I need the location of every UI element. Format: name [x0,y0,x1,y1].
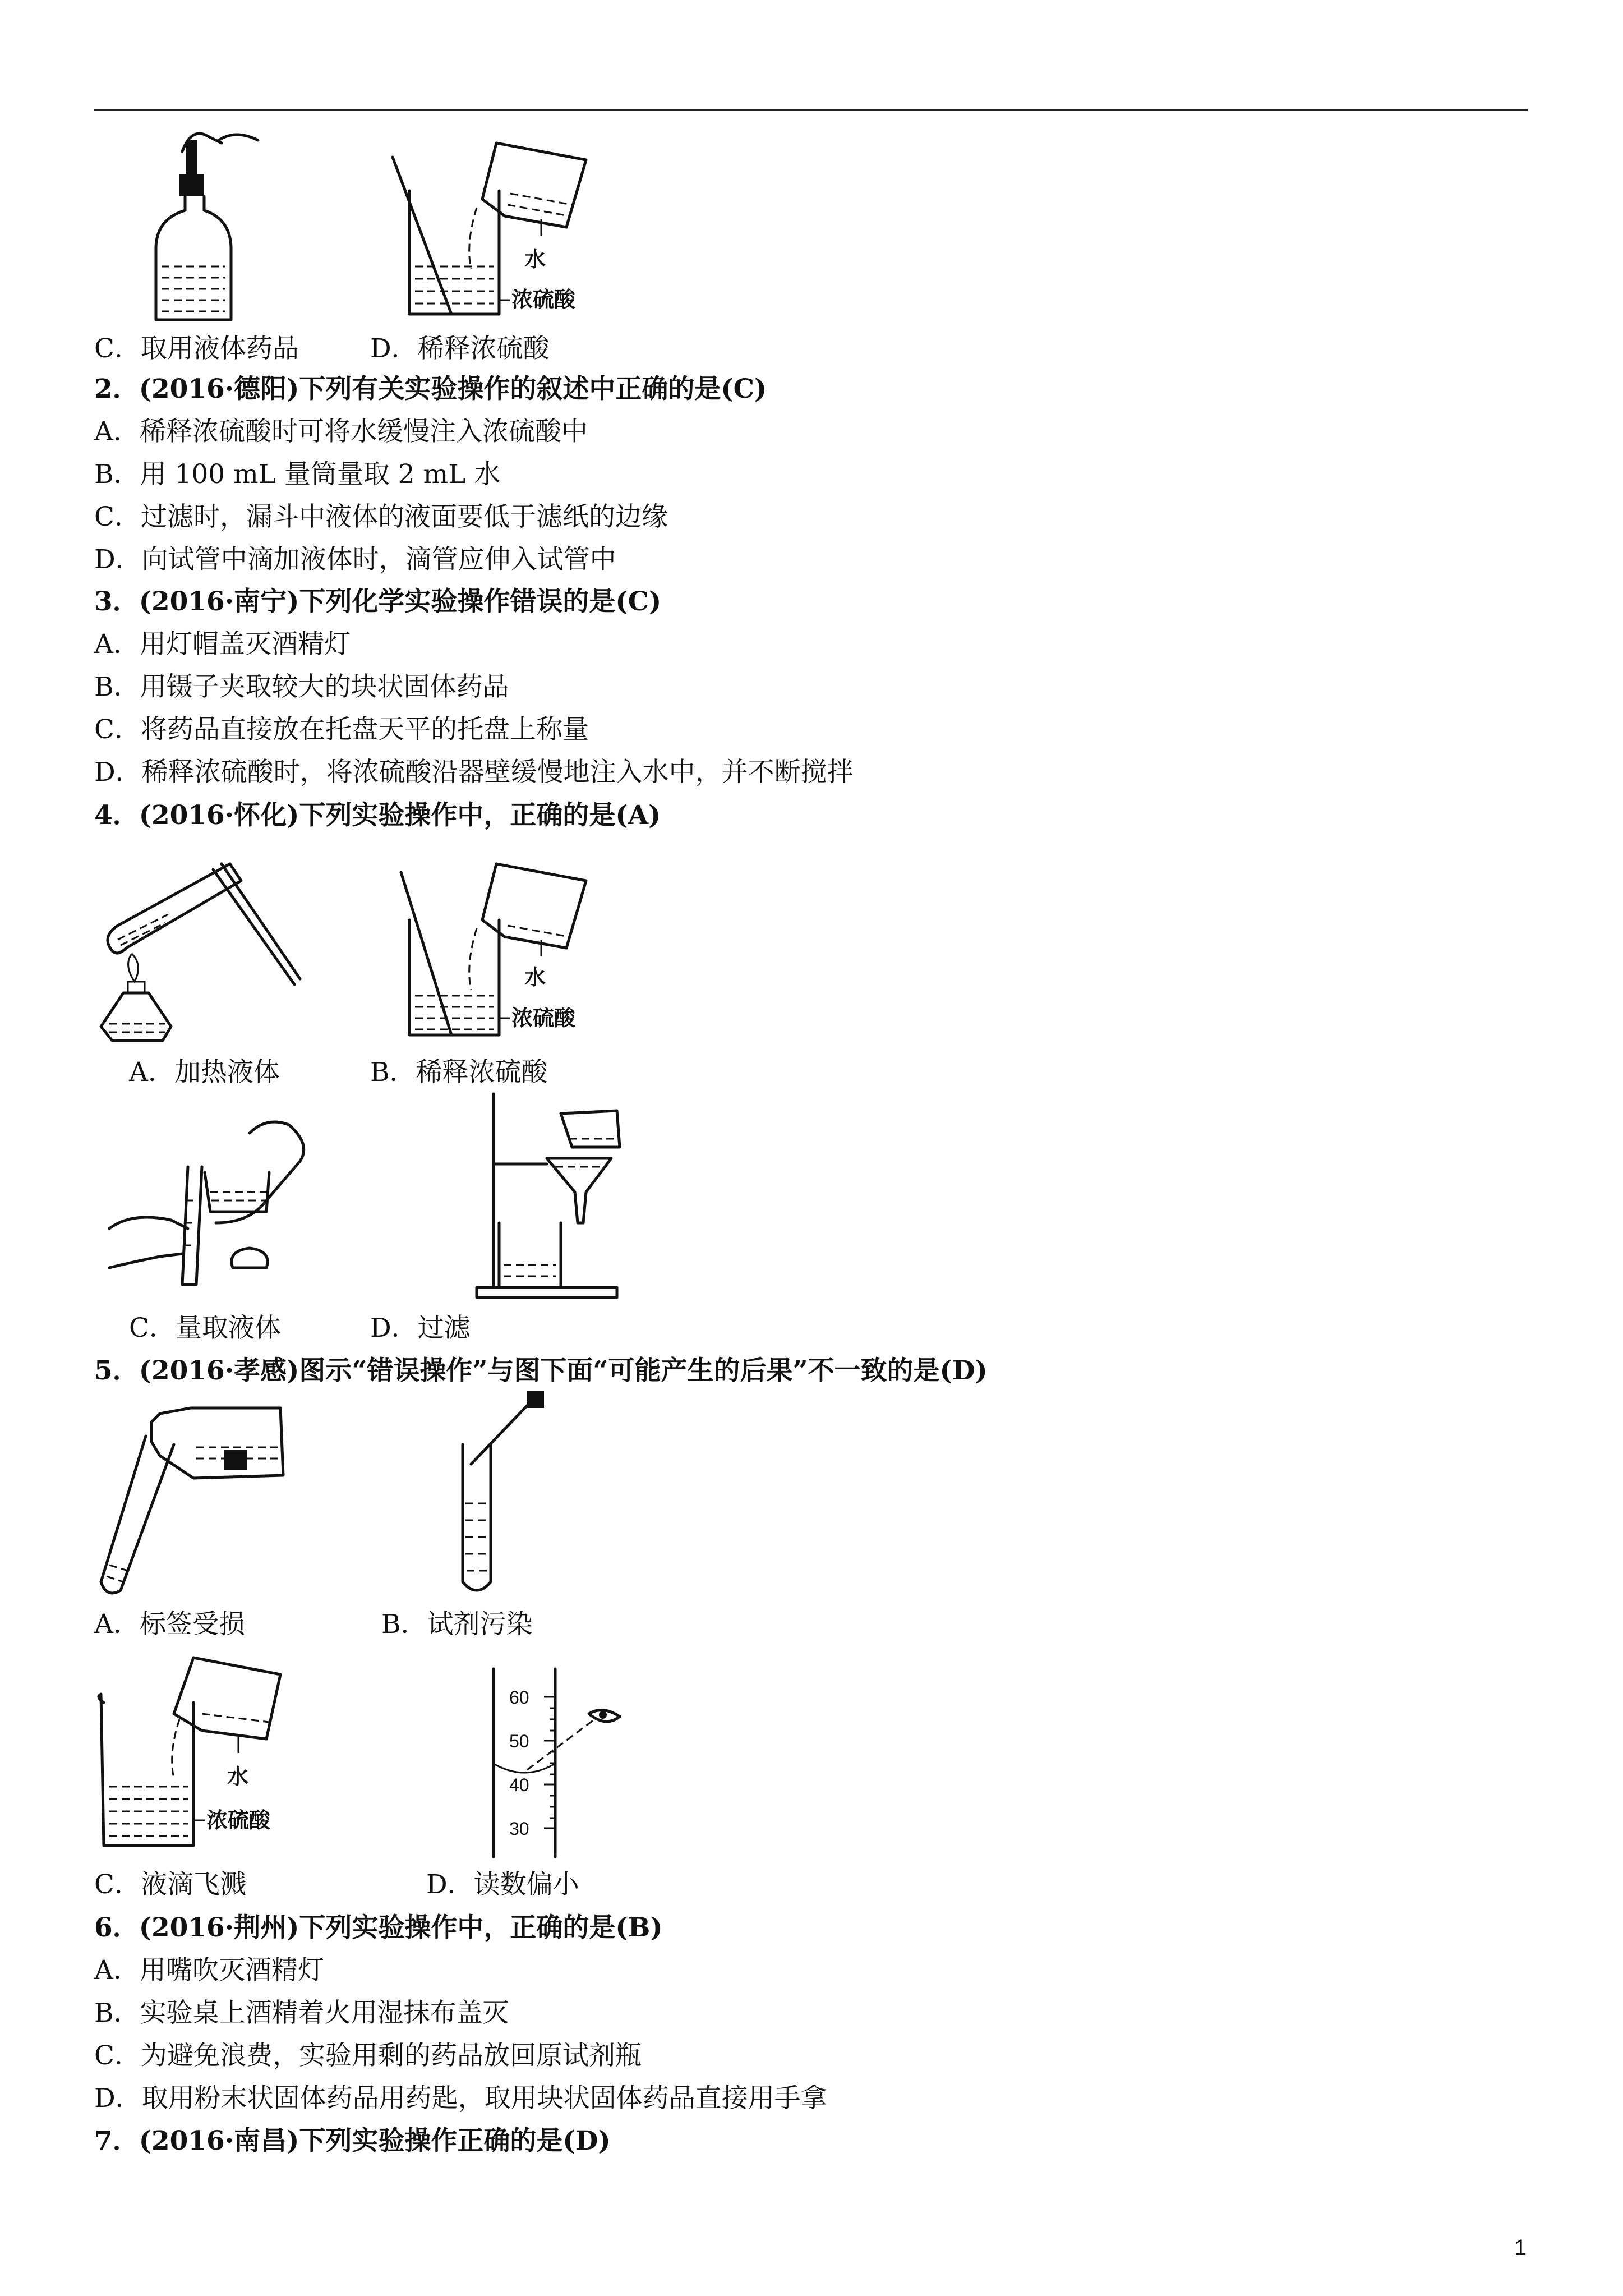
caption-c-top: C．取用液体药品 [94,333,299,364]
q3-option-a: A．用灯帽盖灭酒精灯 [94,629,351,660]
q4-caption-c: C．量取液体 [129,1313,281,1343]
figure-dropper-in-tube [443,1386,555,1599]
figure-measure-liquid [98,1099,322,1296]
q5-stem: 5．(2016·孝感)图示“错误操作”与图下面“可能产生的后果”不一致的是(D) [94,1355,988,1386]
q3-option-c: C．将药品直接放在托盘天平的托盘上称量 [94,714,589,745]
q3-option-d: D．稀释浓硫酸时，将浓硫酸沿器壁缓慢地注入水中，并不断搅拌 [94,757,854,788]
q4-stem: 4．(2016·怀化)下列实验操作中，正确的是(A) [94,800,661,831]
tick-40: 40 [509,1775,529,1795]
figure-dropper-bottle [151,118,241,320]
q5-caption-a: A．标签受损 [94,1609,245,1640]
tick-30: 30 [509,1819,529,1839]
figure-heating-liquid [101,847,303,1049]
q5-caption-c: C．液滴飞溅 [94,1869,246,1900]
q5-caption-d: D．读数偏小 [426,1869,579,1900]
figure-filtration [465,1094,634,1301]
page-number: 1 [1514,2235,1527,2260]
header-rule [94,109,1528,111]
q3-option-b: B．用镊子夹取较大的块状固体药品 [94,671,509,702]
q3-stem: 3．(2016·南宁)下列化学实验操作错误的是(C) [94,586,662,617]
water-label-b: 水 [524,964,546,990]
q5-caption-b: B．试剂污染 [381,1609,533,1640]
acid-label: 浓硫酸 [511,287,576,312]
q4-caption-d: D．过滤 [370,1313,471,1343]
q6-stem: 6．(2016·荆州)下列实验操作中，正确的是(B) [94,1912,663,1943]
figure-pour-reagent [95,1397,297,1599]
q2-option-c: C．过滤时，漏斗中液体的液面要低于滤纸的边缘 [94,501,668,532]
water-label-c: 水 [227,1764,249,1789]
q6-option-b: B．实验桌上酒精着火用湿抹布盖灭 [94,1998,509,2028]
q4-caption-a: A．加热液体 [129,1057,280,1088]
q7-stem: 7．(2016·南昌)下列实验操作正确的是(D) [94,2125,611,2156]
figure-dilute-acid-correct [393,847,594,1038]
caption-d-top: D．稀释浓硫酸 [370,333,550,364]
figure-cylinder-reading [482,1663,662,1860]
acid-label-b: 浓硫酸 [511,1005,576,1030]
q2-option-a: A．稀释浓硫酸时可将水缓慢注入浓硫酸中 [94,416,588,447]
figure-dilute-acid-wrong-top [393,132,594,317]
figure-pour-water-into-acid [95,1652,297,1848]
acid-label-c: 浓硫酸 [206,1807,271,1833]
water-label: 水 [524,246,546,272]
q6-option-a: A．用嘴吹灭酒精灯 [94,1955,324,1986]
tick-60: 60 [509,1687,529,1708]
q6-option-c: C．为避免浪费，实验用剩的药品放回原试剂瓶 [94,2040,642,2071]
q6-option-d: D．取用粉末状固体药品用药匙，取用块状固体药品直接用手拿 [94,2083,827,2114]
q2-option-b: B．用 100 mL 量筒量取 2 mL 水 [94,459,501,490]
q4-caption-b: B．稀释浓硫酸 [370,1057,548,1088]
q2-stem: 2．(2016·德阳)下列有关实验操作的叙述中正确的是(C) [94,374,767,404]
q2-option-d: D．向试管中滴加液体时，滴管应伸入试管中 [94,544,616,575]
tick-50: 50 [509,1731,529,1751]
